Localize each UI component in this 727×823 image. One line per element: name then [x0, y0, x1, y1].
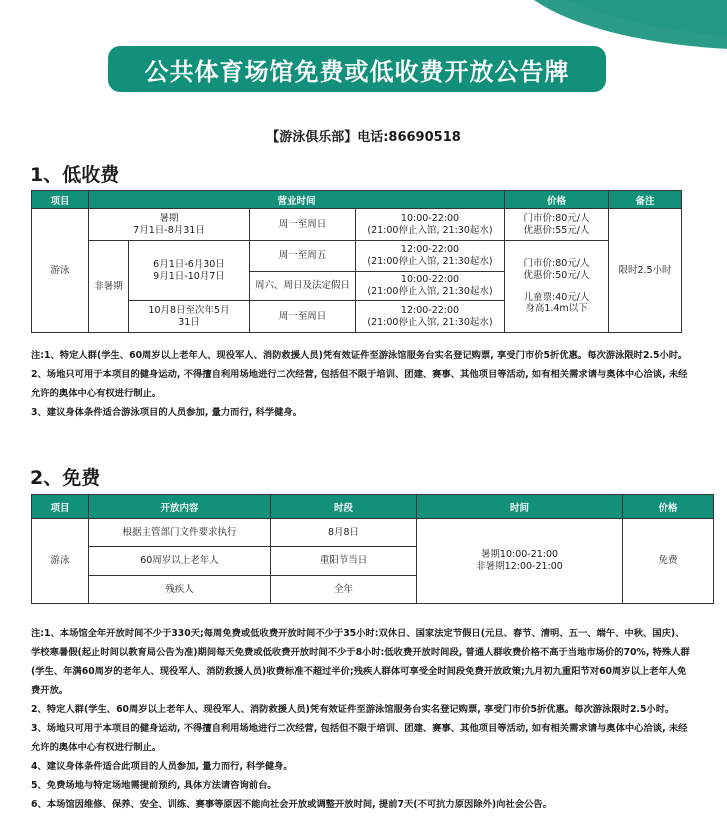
header-remark: 备注: [609, 191, 682, 209]
weekend-hours-line2: (21:00停止入馆, 21:30起水): [367, 286, 493, 297]
free-table: [31, 494, 714, 604]
period1-days-weekday: 周一至周五: [250, 241, 356, 272]
notes-section1: [31, 346, 691, 422]
note1-item: 注:1、特定人群(学生、60周岁以上老年人、现役军人、消防救援人员)凭有效证件至游泳馆服务台实名登记购票, 享受门市价5折优惠。每次游泳限时2.5小时。: [31, 350, 688, 361]
note1-item: 3、建议身体条件适合游泳项目的人员参加, 量力而行, 科学健身。: [31, 407, 303, 418]
free-period-1: 8月8日: [271, 519, 417, 547]
period2-hours: [356, 301, 505, 333]
contact-line: 【游泳俱乐部】电话:86690518: [266, 130, 461, 145]
period1-hours-weekday: [356, 241, 505, 272]
note2-item: 2、特定人群(学生、60周岁以上老年人、现役军人、消防救援人员)凭有效证件至游泳馆服务台实名登记购票, 享受门市价5折优惠。每次游泳限时2.5小时。: [31, 704, 675, 715]
nonsummer-price-line1: 门市价:80元/人: [523, 257, 590, 269]
header-project: 项目: [32, 191, 89, 209]
free-period-3: 全年: [271, 576, 417, 604]
summer-dates: 7月1日-8月31日: [133, 224, 205, 236]
summer-hours-line2: (21:00停止入馆, 21:30起水): [367, 224, 493, 236]
header-time: 时间: [417, 495, 623, 519]
weekday-hours-line2: (21:00停止入馆, 21:30起水): [367, 256, 493, 267]
summer-period-cell: [89, 209, 250, 241]
period2-line2: 31日: [178, 316, 200, 328]
header-price: 价格: [623, 495, 714, 519]
weekend-hours-line1: 10:00-22:00: [400, 274, 460, 286]
period2-hours-line2: (21:00停止入馆, 21:30起水): [367, 316, 493, 328]
period2-days: 周一至周日: [250, 301, 356, 333]
free-content-1: 根据主管部门文件要求执行: [89, 519, 271, 547]
header-price: 价格: [505, 191, 609, 209]
note2-item: 6、本场馆因维修、保养、安全、训练、赛事等原因不能向社会开放或调整开放时间, 提前7天(不可抗力原因除外)向社会公告。: [31, 799, 552, 810]
section1-heading: 1、低收费: [30, 164, 120, 186]
free-project-cell: 游泳: [32, 519, 89, 604]
free-time-line2: 非暑期12:00-21:00: [476, 561, 563, 572]
period1-hours-weekend: [356, 272, 505, 301]
free-period-2: 重阳节当日: [271, 547, 417, 576]
header-project: 项目: [32, 495, 89, 519]
summer-price-line2: 优惠价:55元/人: [523, 224, 590, 236]
period2-line1: 10月8日至次年5月: [148, 304, 230, 316]
note2-item: 注:1、本场馆全年开放时间不少于330天;每周免费或低收费开放时间不少于35小时:双休日、国家法定节假日(元旦、春节、清明、五一、端午、中秋、国庆)、学校寒暑假(起止时间以教育局公告为准)期间每天免费或低收费开放时间不少于8小时:低收费开放时间段, 普通人群收费价格不高于当地市场价的70%, 特殊人群(学生、年满60周岁的老年人、现役军人、消防救援人员)收费标准不超过半价;残疾人群体可享受全时间段免费开放政策;九月初九重阳节对60周岁以上老年人免费开放。: [31, 628, 690, 696]
low-fee-table: [31, 190, 682, 333]
free-content-2: 60周岁以上老年人: [89, 547, 271, 576]
nonsummer-price: [505, 241, 609, 333]
period1-cell: [129, 241, 250, 301]
header-hours: 营业时间: [89, 191, 505, 209]
note2-item: 3、场地只可用于本项目的健身运动, 不得擅自利用场地进行二次经营, 包括但不限于培训、团建、赛事、其他项目等活动, 如有相关需求请与奥体中心洽谈, 未经允许的奥体中心有权进行制止。: [31, 723, 688, 753]
corner-decoration: [507, 0, 727, 50]
free-content-3: 残疾人: [89, 576, 271, 604]
note2-item: 4、建议身体条件适合此项目的人员参加, 量力而行, 科学健身。: [31, 761, 293, 772]
page-title: 公共体育场馆免费或低收费开放公告牌: [108, 46, 606, 92]
summer-hours: [356, 209, 505, 241]
note1-item: 2、场地只可用于本项目的健身运动, 不得擅自利用场地进行二次经营, 包括但不限于培训、团建、赛事、其他项目等活动, 如有相关需求请与奥体中心洽谈, 未经允许的奥体中心有权进行制止。: [31, 369, 688, 399]
project-cell: 游泳: [32, 209, 89, 333]
summer-days: 周一至周日: [250, 209, 356, 241]
period2-cell: [129, 301, 250, 333]
notes-section2: [31, 624, 691, 814]
header-period: 时段: [271, 495, 417, 519]
summer-price-line1: 门市价:80元/人: [523, 212, 590, 224]
free-time-cell: [417, 519, 623, 604]
nonsummer-price-line2: 优惠价:50元/人: [523, 269, 590, 281]
free-time-line1: 暑期10:00-21:00: [480, 549, 559, 561]
section2-heading: 2、免费: [30, 467, 101, 489]
summer-label: 暑期: [159, 212, 179, 224]
period1-line1: 6月1日-6月30日: [153, 258, 225, 270]
note2-item: 5、免费场地与特定场地需提前预约, 具体方法请咨询前台。: [31, 780, 277, 791]
period2-hours-line1: 12:00-22:00: [400, 304, 460, 316]
summer-price: [505, 209, 609, 241]
period1-line2: 9月1日-10月7日: [153, 270, 225, 282]
summer-hours-line1: 10:00-22:00: [400, 212, 460, 224]
nonsummer-label: 非暑期: [89, 241, 129, 333]
remark-cell: 限时2.5小时: [609, 209, 682, 333]
child-height: 身高1.4m以下: [525, 303, 588, 315]
free-price-cell: 免费: [623, 519, 714, 604]
header-content: 开放内容: [89, 495, 271, 519]
child-price: 儿童票:40元/人: [523, 291, 590, 303]
period1-days-weekend: 周六、周日及法定假日: [250, 272, 356, 301]
weekday-hours-line1: 12:00-22:00: [400, 244, 460, 256]
